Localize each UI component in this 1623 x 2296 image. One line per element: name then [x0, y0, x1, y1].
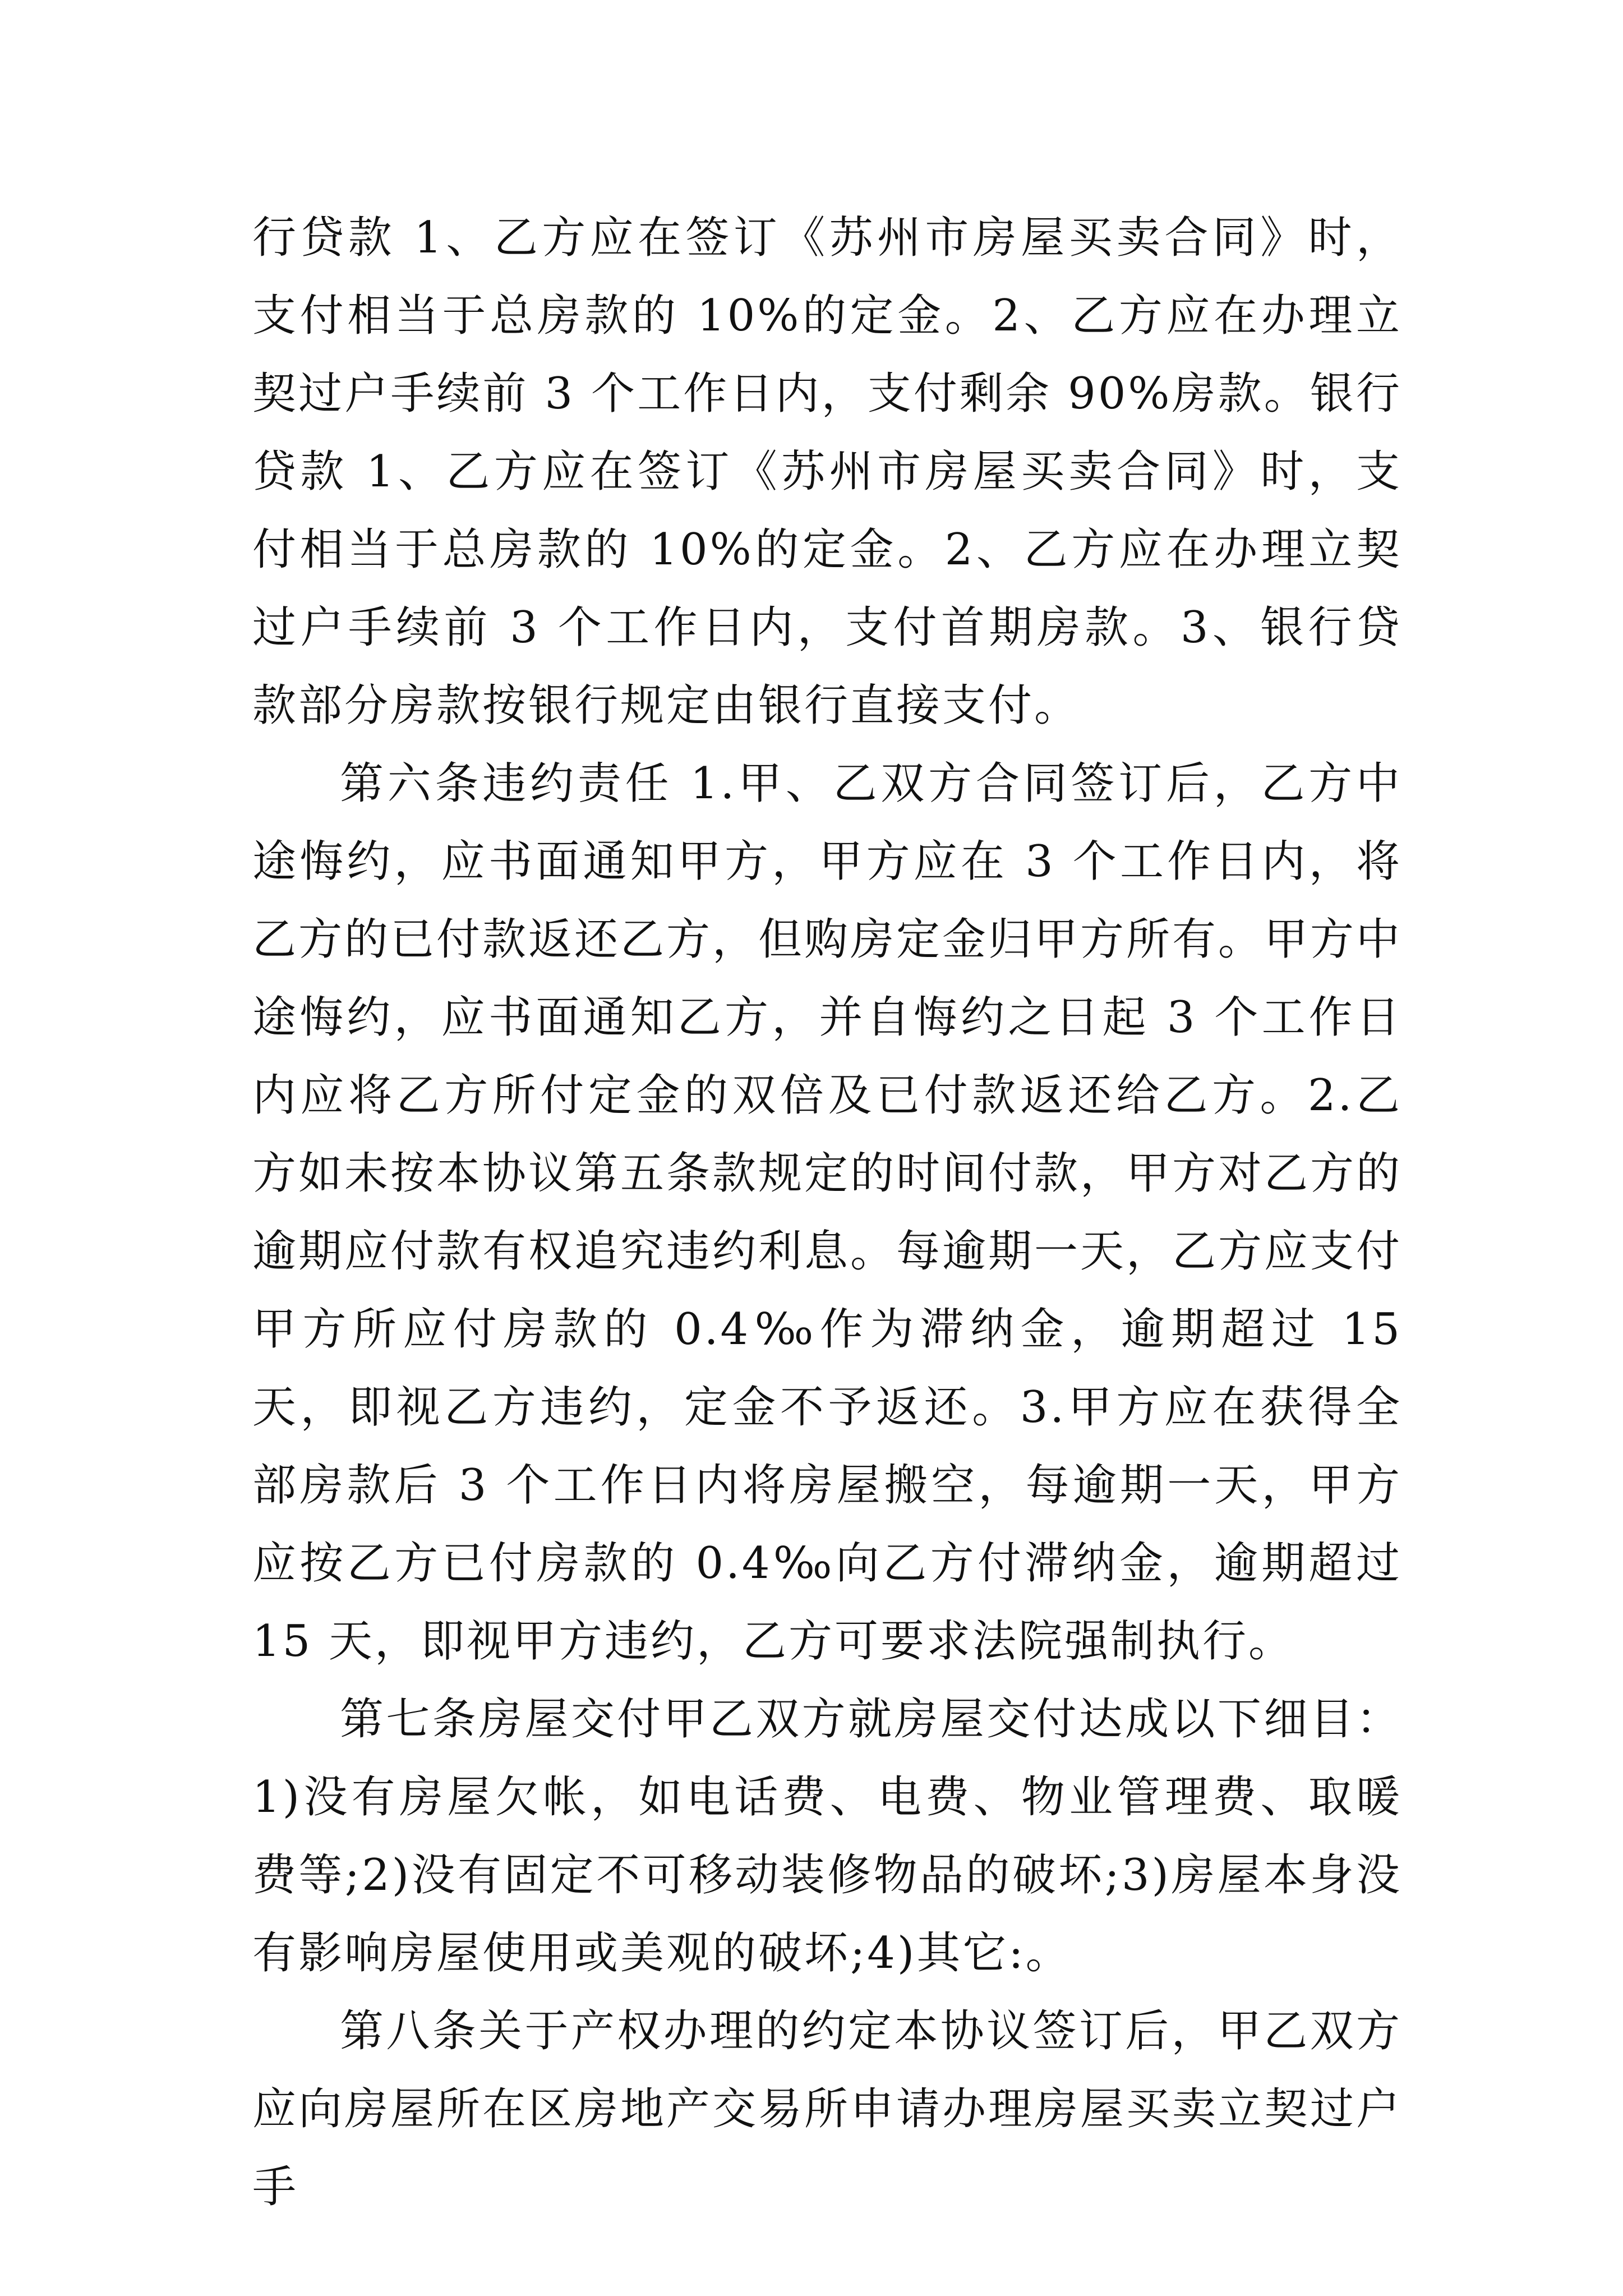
paragraph-payment-terms: 行贷款 1、乙方应在签订《苏州市房屋买卖合同》时，支付相当于总房款的 10%的定金。2、乙方应在办理立契过户手续前 3 个工作日内，支付剩余 90%房款。银行贷款 1、乙方应在签订《苏州市房屋买卖合同》时，支付相当于总房款的 10%的定金。2、乙方应在办理立契过户手续前 3 个工作日内，支付首期房款。3、银行贷款部分房款按银行规定由银行直接支付。: [252, 213, 1402, 731]
paragraph-article-7-house-delivery: 第七条房屋交付甲乙双方就房屋交付达成以下细目：1)没有房屋欠帐，如电话费、电费、物业管理费、取暖费等;2)没有固定不可移动装修物品的破坏;3)房屋本身没有影响房屋使用或美观的破坏;4)其它:。: [252, 1694, 1402, 1978]
paragraph-article-8-property-rights: 第八条关于产权办理的约定本协议签订后，甲乙双方应向房屋所在区房地产交易所申请办理房屋买卖立契过户手: [252, 2006, 1403, 2212]
document-body: [252, 199, 1402, 2226]
paragraph-article-6-breach-liability: 第六条违约责任 1.甲、乙双方合同签订后，乙方中途悔约，应书面通知甲方，甲方应在 3 个工作日内，将乙方的已付款返还乙方，但购房定金归甲方所有。甲方中途悔约，应书面通知乙方，并自悔约之日起 3 个工作日内应将乙方所付定金的双倍及已付款返还给乙方。2.乙方如未按本协议第五条款规定的时间付款，甲方对乙方的逾期应付款有权追究违约利息。每逾期一天，乙方应支付甲方所应付房款的 0.4‰作为滞纳金，逾期超过 15 天，即视乙方违约，定金不予返还。3.甲方应在获得全部房款后 3 个工作日内将房屋搬空，每逾期一天，甲方应按乙方已付房款的 0.4‰向乙方付滞纳金，逾期超过 15 天，即视甲方违约，乙方可要求法院强制执行。: [252, 758, 1403, 1667]
